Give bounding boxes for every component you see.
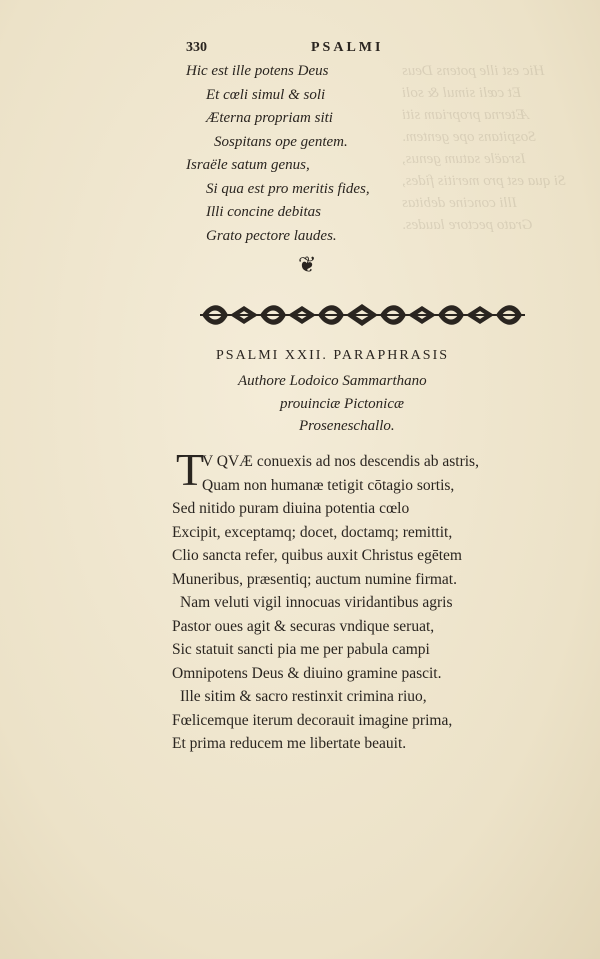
poem-line: Et prima reducem me libertate beauit. (172, 735, 407, 752)
poem-line: Pastor oues agit & securas vndique seruat, (172, 617, 435, 635)
poem-line: Excipit, exceptamq; docet, doctamq; remittit, (172, 523, 453, 541)
running-title: PSALMI (311, 40, 384, 55)
poem-line: Ille sitim & sacro restinxit crimina riuo, (180, 688, 427, 705)
page-number: 330 (186, 40, 207, 55)
verse-line: Illi concine debitas (206, 204, 321, 220)
verse-line: Et cœli simul & soli (206, 86, 326, 103)
poem-line: Sed nitido puram diuina potentia cœlo (172, 500, 410, 517)
poem-line: Clio sancta refer, quibus auxit Christus egētem (172, 547, 462, 564)
poem-body (172, 450, 479, 756)
author-line: Proseneschallo. (299, 418, 395, 434)
drop-cap: T (176, 444, 205, 495)
poem-line: Muneribus, præsentiq; auctum numine firmat. (172, 570, 457, 588)
poem-line: Omnipotens Deus & diuino gramine pascit. (172, 664, 442, 682)
poem-line: Fœlicemque iterum decorauit imagine prima, (172, 711, 453, 729)
author-line: Authore Lodoico Sammarthano (238, 373, 427, 389)
verse-line: Æterna propriam siti (206, 110, 333, 126)
psalm-heading: PSALMI XXII. PARAPHRASIS (216, 348, 450, 363)
verse-line: Israële satum genus, (186, 157, 310, 173)
poem-line: Nam veluti vigil innocuas viridantibus agris (180, 594, 453, 611)
poem-line: V QVÆ conuexis ad nos descendis ab astris, (202, 453, 479, 470)
poem-line: Quam non humanæ tetigit cōtagio sortis, (202, 476, 455, 494)
verse-line: Grato pectore laudes. (206, 227, 337, 244)
verse-top (186, 60, 370, 248)
fleuron-icon: ❦ (298, 252, 317, 277)
verse-line: Sospitans ope gentem. (214, 133, 348, 150)
author-line: prouinciæ Pictonicæ (280, 396, 405, 412)
ornament-band-icon (200, 298, 525, 332)
poem-line: Sic statuit sancti pia me per pabula campi (172, 641, 430, 658)
bleed-through-text: Hic est ille potens Deus Et cœli simul & soli Æterna propriam siti Sospitans ope gentem. Israële satum genus, Si qua est pro meritis fides, Illi concine debitas Grato pectore laudes. (402, 63, 566, 233)
verse-line: Si qua est pro meritis fides, (206, 180, 370, 197)
verse-line: Hic est ille potens Deus (186, 63, 329, 79)
